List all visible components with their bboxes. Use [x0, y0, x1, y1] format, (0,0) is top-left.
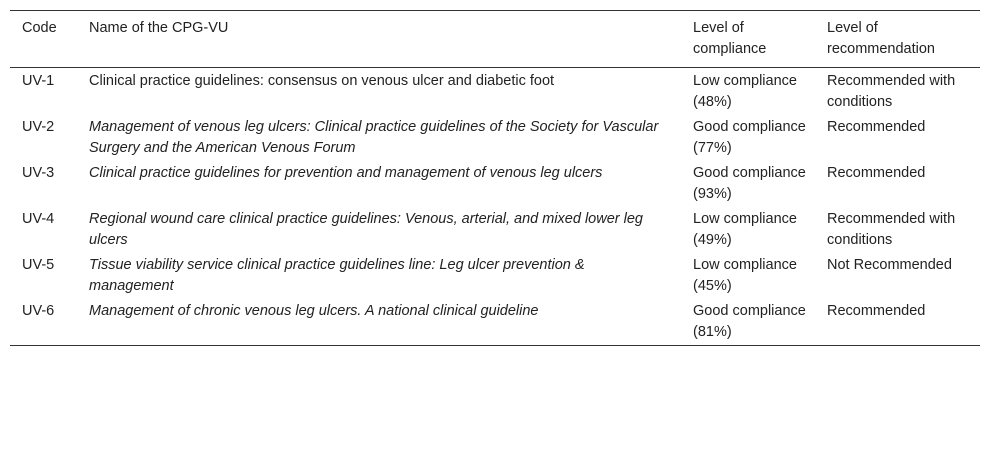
header-name: Name of the CPG-VU — [89, 20, 229, 36]
cell-name: Tissue viability service clinical practice guidelines line: Leg ulcer prevention & management — [89, 257, 585, 294]
cell-code: UV-4 — [22, 211, 55, 227]
cell-compliance: Good compliance (77%) — [693, 119, 806, 156]
cell-recommendation: Recommended — [827, 165, 926, 181]
header-compliance: Level of compliance — [693, 20, 767, 57]
cell-code: UV-6 — [22, 303, 55, 319]
table-body — [10, 68, 980, 346]
cell-recommendation: Recommended with conditions — [827, 211, 956, 248]
cell-code: UV-2 — [22, 119, 55, 135]
cell-code: UV-1 — [22, 73, 55, 89]
cell-compliance: Good compliance (93%) — [693, 165, 806, 202]
cell-recommendation: Not Recommended — [827, 257, 952, 273]
cpg-vu-table — [10, 10, 980, 346]
table-row — [10, 68, 980, 116]
table-row — [10, 207, 980, 253]
cell-name: Clinical practice guidelines: consensus on venous ulcer and diabetic foot — [89, 73, 555, 89]
cell-recommendation: Recommended — [827, 119, 926, 135]
cell-compliance: Good compliance (81%) — [693, 303, 806, 340]
header-code: Code — [22, 20, 57, 36]
table-row — [10, 253, 980, 299]
cell-code: UV-3 — [22, 165, 55, 181]
cell-compliance: Low compliance (48%) — [693, 73, 797, 110]
cell-recommendation: Recommended with conditions — [827, 73, 956, 110]
table-row — [10, 299, 980, 346]
header-row — [10, 11, 980, 68]
table-header — [10, 11, 980, 68]
cell-name: Management of chronic venous leg ulcers. A national clinical guideline — [89, 303, 539, 319]
cell-name: Clinical practice guidelines for prevention and management of venous leg ulcers — [89, 165, 603, 181]
cell-recommendation: Recommended — [827, 303, 926, 319]
cell-compliance: Low compliance (45%) — [693, 257, 797, 294]
header-recommendation: Level of recommendation — [827, 20, 935, 57]
table-row — [10, 161, 980, 207]
cell-name: Management of venous leg ulcers: Clinical practice guidelines of the Society for Vascular Surgery and the American Venous Forum — [89, 119, 659, 156]
cell-name: Regional wound care clinical practice guidelines: Venous, arterial, and mixed lower leg ulcers — [89, 211, 643, 248]
table-row — [10, 115, 980, 161]
cell-code: UV-5 — [22, 257, 55, 273]
cell-compliance: Low compliance (49%) — [693, 211, 797, 248]
